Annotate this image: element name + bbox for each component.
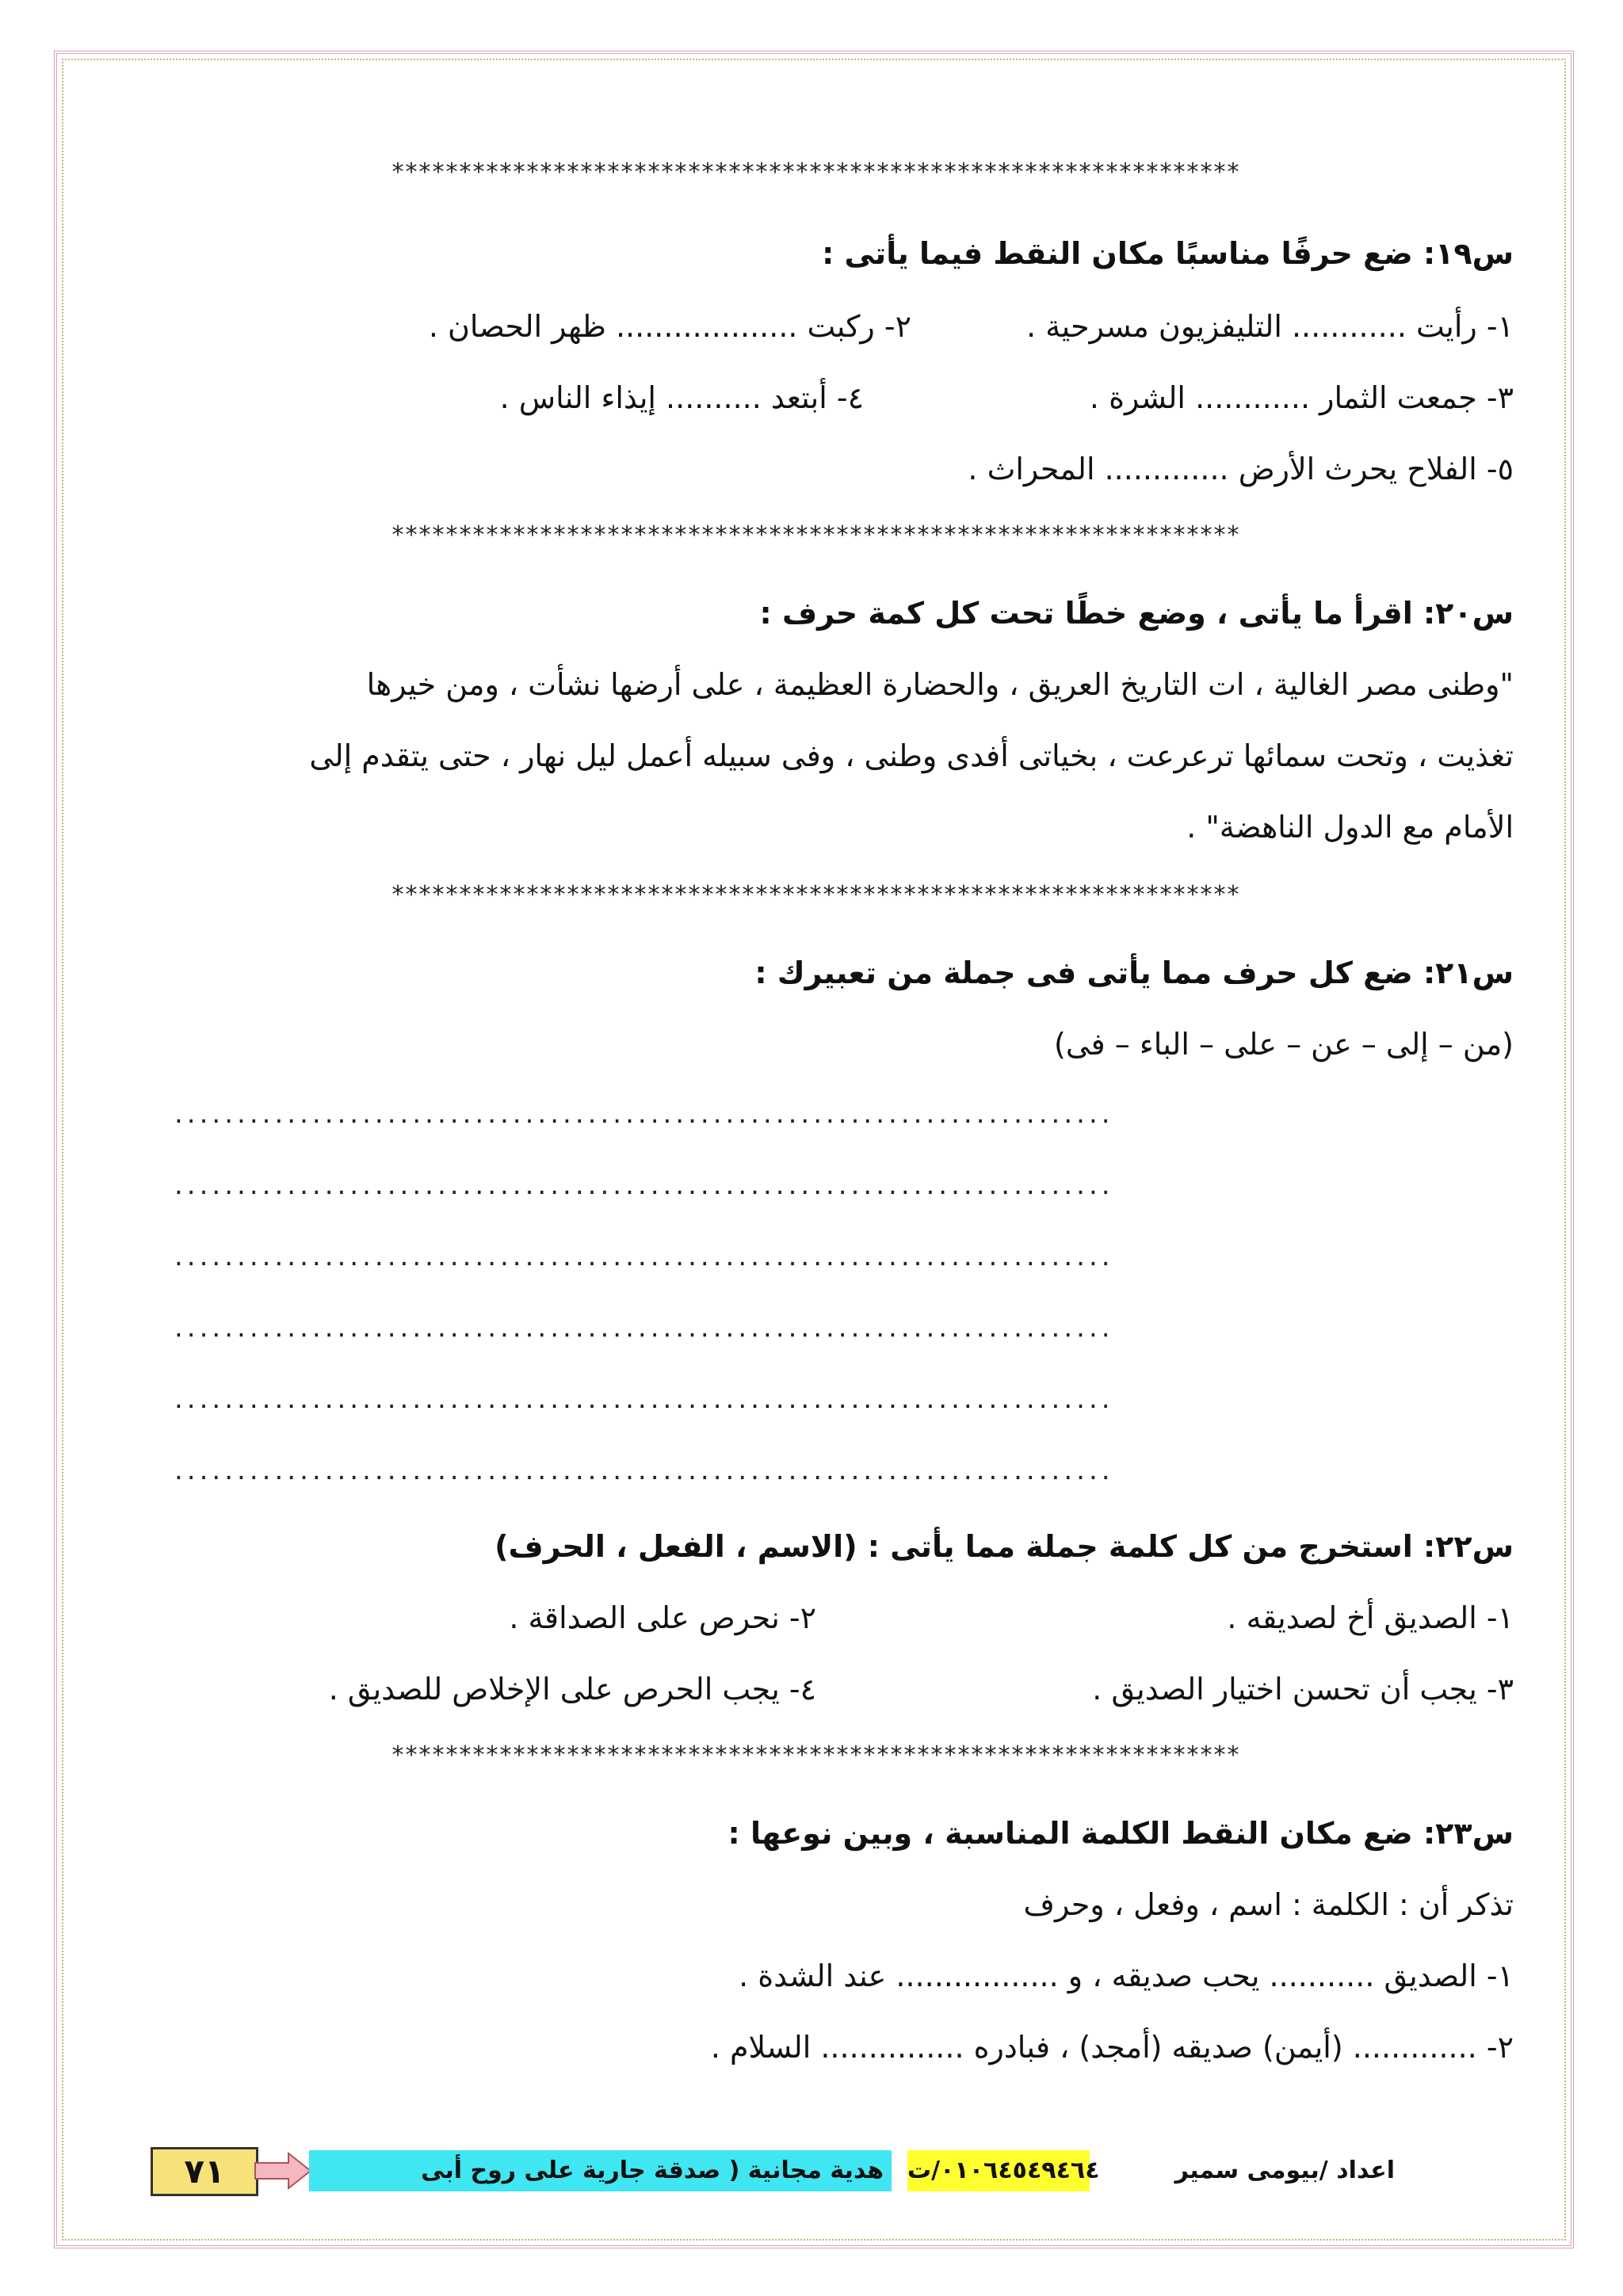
q19-item-5: ٥- الفلاح يحرث الأرض ............. المحراث . [968,452,1514,486]
question-20-title: س٢٠: اقرأ ما يأتى ، وضع خطًا تحت كل كمة حرف : [759,596,1514,631]
answer-line-1: ........................................................................... [174,1098,1114,1130]
answer-line-4: ........................................................................... [174,1312,1114,1344]
q22-item-4: ٤- يجب الحرص على الإخلاص للصديق . [328,1672,816,1707]
q22-item-2: ٢- نحرص على الصداقة . [509,1600,816,1635]
q23-note: تذكر أن : الكلمة : اسم ، وفعل ، وحرف [1023,1887,1514,1922]
q20-paragraph-line-3: الأمام مع الدول الناهضة" . [1186,810,1514,845]
q22-item-1: ١- الصديق أخ لصديقه . [1227,1600,1514,1635]
q19-item-4: ٤- أبتعد .......... إيذاء الناس . [499,380,864,415]
q19-item-2: ٢- ركبت ................... ظهر الحصان . [428,309,911,344]
gift-banner: هدية مجانية ( صدقة جارية على روح أبى [309,2150,892,2191]
q19-item-3: ٣- جمعت الثمار ............ الشرة . [1089,380,1514,415]
answer-line-3: ........................................................................... [174,1241,1114,1272]
answer-line-6: ........................................................................... [174,1455,1114,1486]
separator-3: *************************************************************** [391,881,1241,909]
phone-number: ٠١٠٦٤٥٤٩٤٦٤/ت [907,2150,1090,2191]
question-23-title: س٢٣: ضع مكان النقط الكلمة المناسبة ، وبين نوعها : [727,1816,1514,1851]
author-credit: اعداد /بيومى سمير [1174,2157,1395,2184]
question-21-title: س٢١: ضع كل حرف مما يأتى فى جملة من تعبيرك : [754,955,1514,990]
q23-item-2: ٢- ............. (أيمن) صديقه (أمجد) ، فبادره ............... السلام . [710,2030,1514,2065]
q21-letters-list: (من – إلى – عن – على – الباء – فى) [1054,1027,1514,1062]
separator-1: *************************************************************** [391,158,1241,186]
q22-item-3: ٣- يجب أن تحسن اختيار الصديق . [1092,1672,1514,1707]
page-number: ٧١ [151,2147,258,2196]
q23-item-1: ١- الصديق ........... يحب صديقه ، و ................. عند الشدة . [739,1958,1514,1993]
q20-paragraph-line-2: تغذيت ، وتحت سمائها ترعرعت ، بخياتى أفدى وطنى ، وفى سبيله أعمل ليل نهار ، حتى يتقدم إلى [309,738,1514,773]
separator-4: *************************************************************** [391,1741,1241,1769]
q19-item-1: ١- رأيت ............ التليفزيون مسرحية . [1026,309,1514,344]
answer-line-5: ........................................................................... [174,1383,1114,1415]
separator-2: *************************************************************** [391,521,1241,549]
question-19-title: س١٩: ضع حرفًا مناسبًا مكان النقط فيما يأتى : [822,236,1514,271]
answer-line-2: ........................................................................... [174,1169,1114,1201]
question-22-title: س٢٢: استخرج من كل كلمة جملة مما يأتى : (الاسم ، الفعل ، الحرف) [495,1529,1514,1564]
q20-paragraph-line-1: "وطنى مصر الغالية ، ات التاريخ العريق ، والحضارة العظيمة ، على أرضها نشأت ، ومن خيرها [366,667,1514,702]
page-footer [151,2147,1395,2195]
